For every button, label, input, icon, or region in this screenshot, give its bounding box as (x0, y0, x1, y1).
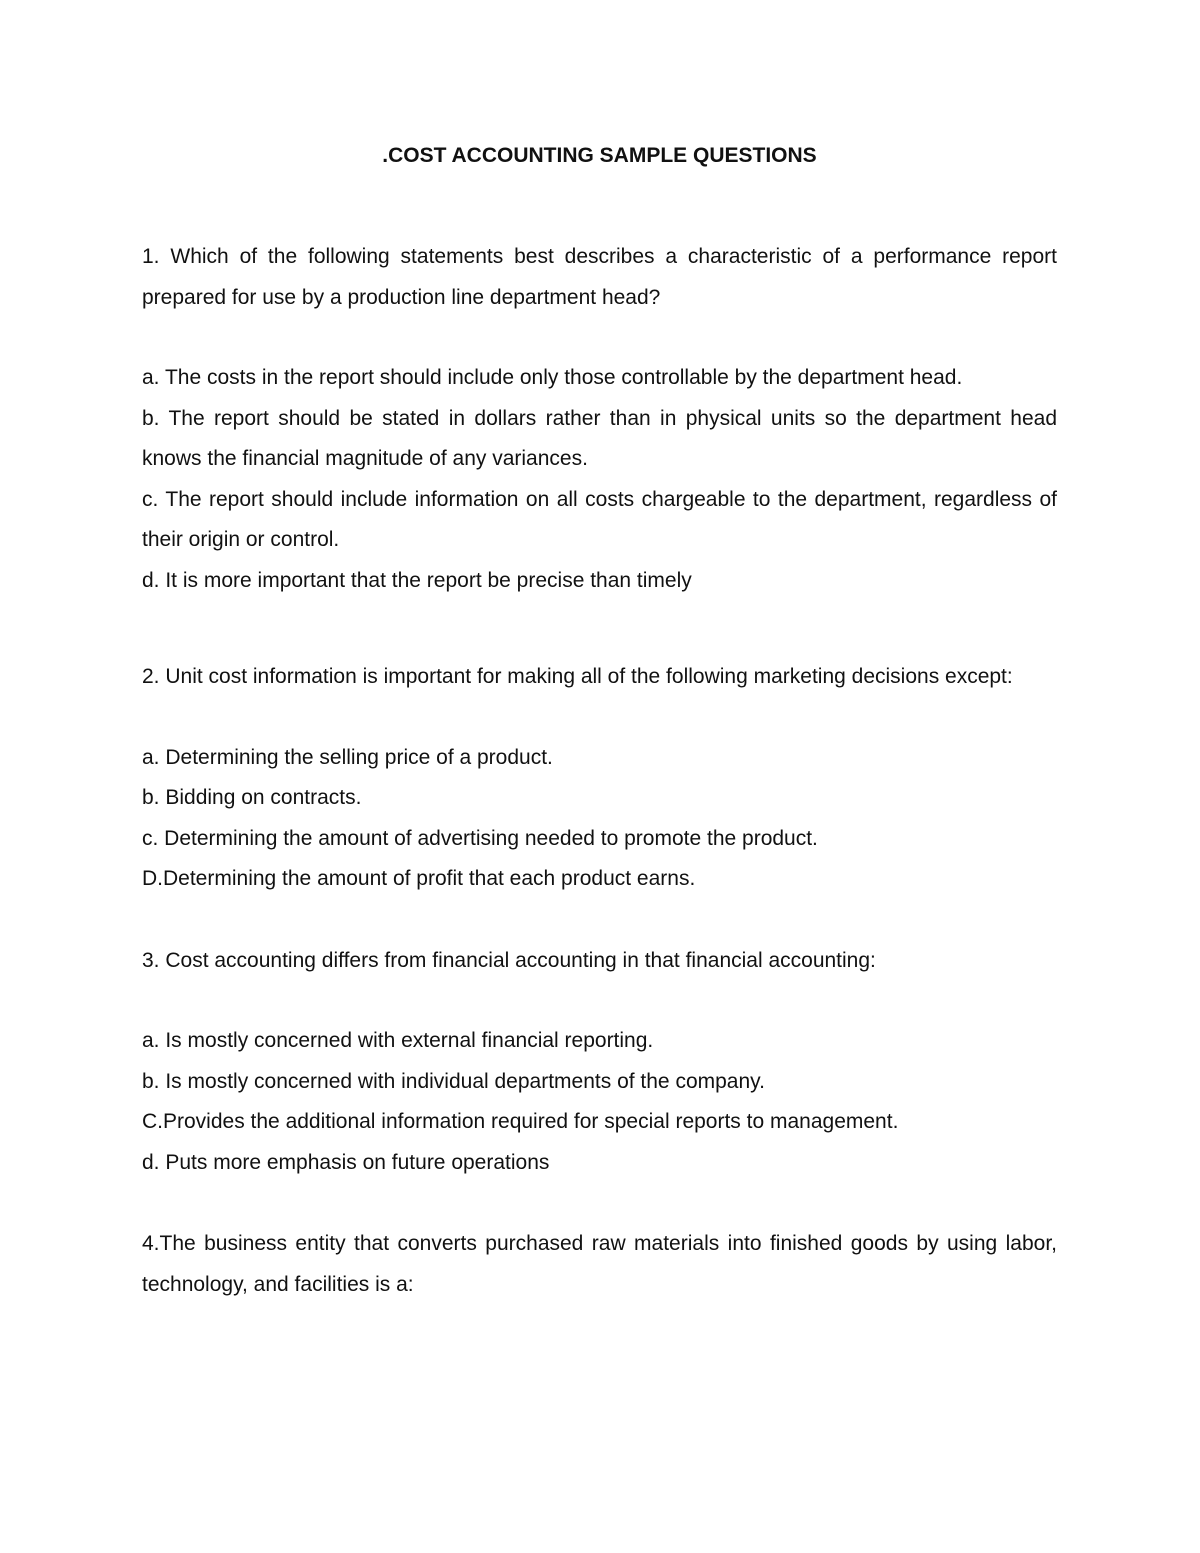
answer-option: C.Provides the additional information required for special reports to management. (142, 1110, 899, 1133)
answer-option: b. The report should be stated in dollars rather than in physical units so the department head knows the financial magnitude of any variances. (142, 406, 1057, 470)
answer-option: D.Determining the amount of profit that each product earns. (142, 867, 696, 890)
answer-option: b. Is mostly concerned with individual departments of the company. (142, 1069, 765, 1093)
answer-option: a. The costs in the report should include only those controllable by the department head. (142, 366, 963, 389)
question-block-1 (142, 237, 1057, 601)
question-text: 2. Unit cost information is important for making all of the following marketing decisions except: (142, 665, 1013, 688)
question-text: 1. Which of the following statements best describes a characteristic of a performance report prepared for use by a production line department head? (142, 245, 1057, 309)
answer-option: a. Is mostly concerned with external financial reporting. (142, 1029, 654, 1052)
answer-option: c. Determining the amount of advertising needed to promote the product. (142, 826, 818, 850)
answer-option: d. Puts more emphasis on future operations (142, 1150, 550, 1174)
answer-options (142, 358, 1057, 601)
answer-option: a. Determining the selling price of a product. (142, 745, 553, 769)
answer-options (142, 1021, 1057, 1183)
question-block-4 (142, 1224, 1057, 1305)
answer-option: b. Bidding on contracts. (142, 786, 362, 809)
question-block-3 (142, 941, 1057, 1184)
question-text: 3. Cost accounting differs from financial accounting in that financial accounting: (142, 948, 876, 972)
question-block-2 (142, 657, 1057, 900)
question-text: 4.The business entity that converts purchased raw materials into finished goods by using labor, technology, and facilities is a: (142, 1232, 1057, 1296)
document-body (142, 142, 1057, 1305)
answer-option: c. The report should include information on all costs chargeable to the department, regardless of their origin or control. (142, 487, 1057, 551)
answer-options (142, 738, 1057, 900)
document-title: .COST ACCOUNTING SAMPLE QUESTIONS (382, 144, 817, 167)
answer-option: d. It is more important that the report be precise than timely (142, 568, 692, 592)
